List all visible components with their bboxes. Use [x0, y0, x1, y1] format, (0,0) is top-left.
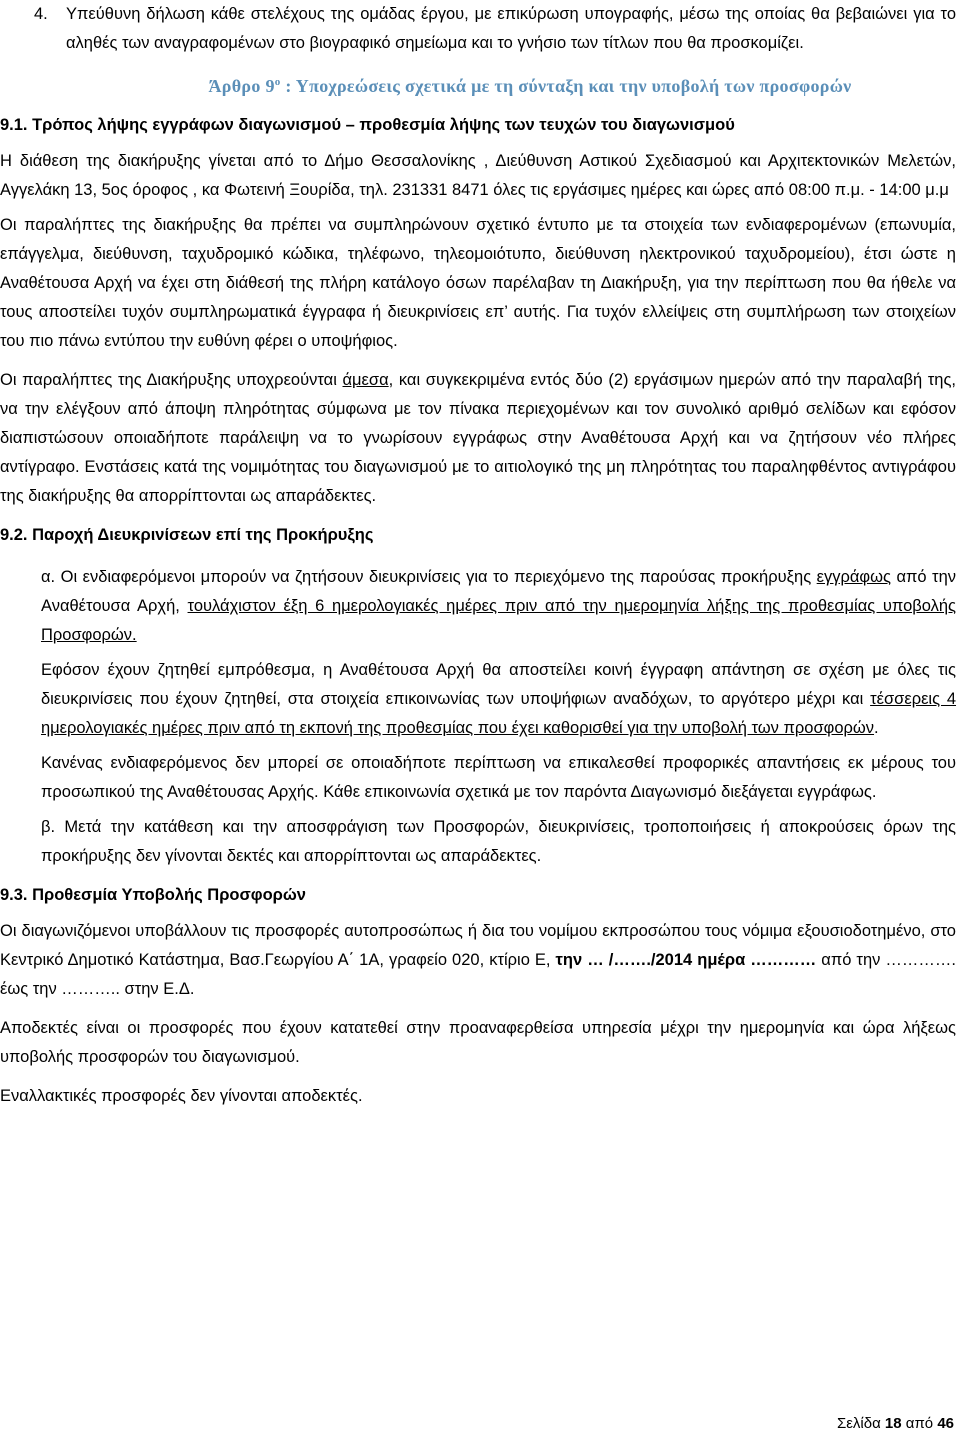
footer-page: 18: [884, 1415, 902, 1432]
section-9-2-paragraph-d: β. Μετά την κατάθεση και την αποσφράγιση των Προσφορών, διευκρινίσεις, τροποποιήσεις ή αποκρούσεις όρων της προκήρυξης δεν γίνονται δεκτές και απορρίπτονται ως απαράδεκτες.: [41, 818, 956, 865]
paragraph-9-3-part-a: Οι διαγωνιζόμενοι υποβάλλουν τις προσφορές αυτοπροσώπως ή δια του νομίμου εκπροσώπου τους νόμιμα εξουσιοδοτημένο, στο Κεντρικό Δημοτικό Κατάστημα, Βασ.Γεωργίου Α΄ 1Α, γραφείο 020, κτίριο Ε,: [0, 922, 956, 969]
paragraph-a-part-2: από την Αναθέτουσα Αρχή,: [41, 568, 956, 615]
article-heading-text: : Υποχρεώσεις σχετικά με τη σύνταξη και την υποβολή των προσφορών: [280, 76, 852, 96]
paragraph-a-underlined-1: εγγράφως: [816, 568, 891, 586]
section-9-2-paragraph-a: [41, 563, 956, 650]
paragraph-b-part-1: Εφόσον έχουν ζητηθεί εμπρόθεσμα, η Αναθέτουσα Αρχή θα αποστείλει κοινή έγγραφη απάντηση σε σχέση με όλες τις διευκρινίσεις που έχουν ζητηθεί, στα στοιχεία επικοινωνίας των υποψήφιων αναδόχων, το αργότερο μέχρι και: [41, 661, 956, 708]
page-number-footer: [837, 1415, 954, 1432]
paragraph-b-part-2: .: [874, 719, 879, 737]
footer-label: Σελίδα: [836, 1415, 885, 1432]
paragraph-a-underlined-2: τουλάχιστον έξη 6 ημερολογιακές ημέρες πριν από την ημερομηνία λήξης της προθεσμίας υποβολής Προσφορών.: [41, 597, 956, 644]
section-9-1-title: 9.1. Τρόπος λήψης εγγράφων διαγωνισμού – προθεσμία λήψης των τευχών του διαγωνισμού: [0, 116, 735, 134]
section-9-3-title: 9.3. Προθεσμία Υποβολής Προσφορών: [0, 886, 306, 904]
list-item-4: [0, 0, 960, 58]
article-heading-prefix: Άρθρο 9: [208, 76, 275, 96]
submission-date-placeholder: την … /……./2014 ημέρα …………: [555, 951, 817, 969]
section-9-2-paragraph-c: Κανένας ενδιαφερόμενος δεν μπορεί σε οποιαδήποτε περίπτωση να επικαλεσθεί προφορικές απαντήσεις εκ μέρους του προσωπικού της Αναθέτουσας Αρχής. Κάθε επικοινωνία σχετικά με τον παρόντα Διαγωνισμό διεξάγεται εγγράφως.: [41, 754, 956, 801]
section-9-1-paragraph-3: [0, 366, 956, 511]
footer-of: από: [901, 1415, 938, 1432]
section-9-1-paragraph-2: Οι παραλήπτες της διακήρυξης θα πρέπει να συμπληρώνουν σχετικό έντυπο με τα στοιχεία των ενδιαφερομένων (επωνυμία, επάγγελμα, διεύθυνση, ταχυδρομικό κώδικα, τηλέφωνο, τηλεομοιότυπο, διεύθυνση ηλεκτρονικού ταχυδρομείου), έτσι ώστε η Αναθέτουσα Αρχή να έχει στη διάθεσή της πλήρη κατάλογο όσων παρέλαβαν τη Διακήρυξη, για την περίπτωση που θα ήθελε να τους αποστείλει τυχόν συμπληρωματικά έγγραφα ή διευκρινίσεις επ’ αυτής. Για τυχόν ελλείψεις στη συμπλήρωση των στοιχείων του πιο πάνω εντύπου την ευθύνη φέρει ο υποψήφιος.: [0, 216, 956, 350]
paragraph-3-part-a: Οι παραλήπτες της Διακήρυξης υποχρεούνται: [0, 371, 343, 389]
paragraph-9-3-part-c: από την …………. έως την ……….. στην Ε.Δ.: [0, 951, 956, 998]
article-heading: [0, 68, 960, 101]
section-9-3-paragraph-2: Αποδεκτές είναι οι προσφορές που έχουν κατατεθεί στην προαναφερθείσα υπηρεσία μέχρι την ημερομηνία και ώρα λήξεως υποβολής προσφορών του διαγωνισμού.: [0, 1019, 956, 1066]
article-heading-sup: ο: [274, 76, 281, 88]
section-9-1-paragraph-1: Η διάθεση της διακήρυξης γίνεται από το Δήμο Θεσσαλονίκης , Διεύθυνση Αστικού Σχεδιασμού και Αρχιτεκτονικών Μελετών, Αγγελάκη 13, 5ος όροφος , κα Φωτεινή Ξουρίδα, τηλ. 231331 8471 όλες τις εργάσιμες ημέρες και ώρες από 08:00 π.μ. - 14:00 μ.μ: [0, 152, 956, 199]
section-9-3-paragraph-3: Εναλλακτικές προσφορές δεν γίνονται αποδεκτές.: [0, 1087, 363, 1105]
paragraph-a-part-1: α. Οι ενδιαφερόμενοι μπορούν να ζητήσουν διευκρινίσεις για το περιεχόμενο της παρούσας προκήρυξης: [41, 568, 817, 586]
footer-total: 46: [937, 1415, 954, 1432]
list-item-number: 4.: [34, 5, 48, 23]
section-9-3-paragraph-1: [0, 917, 956, 1004]
section-9-2-paragraph-b: [41, 656, 956, 743]
paragraph-3-underlined: άμεσα: [342, 371, 389, 389]
list-item-text: Υπεύθυνη δήλωση κάθε στελέχους της ομάδας έργου, με επικύρωση υπογραφής, μέσω της οποίας θα βεβαιώνει για το αληθές των αναγραφομένων στο βιογραφικό σημείωμα και το γνήσιο των τίτλων που θα προσκομίζει.: [66, 5, 956, 52]
paragraph-3-part-b: , και συγκεκριμένα εντός δύο (2) εργάσιμων ημερών από την παραλαβή της, να την ελέγξουν από άποψη πληρότητας σύμφωνα με τον πίνακα περιεχομένων και τον συνολικό αριθμό σελίδων και εφόσον διαπιστώσουν οποιαδήποτε παράλειψη να το γνωρίσουν εγγράφως στην Αναθέτουσα Αρχή και να ζητήσουν νέο πλήρες αντίγραφο. Ενστάσεις κατά της νομιμότητας του διαγωνισμού με το αιτιολογικό της μη πληρότητας του παραληφθέντος αντιγράφου της διακήρυξης θα απορρίπτονται ως απαράδεκτες.: [0, 371, 956, 505]
section-9-2-title: 9.2. Παροχή Διευκρινίσεων επί της Προκήρυξης: [0, 526, 374, 544]
paragraph-b-underlined: τέσσερεις 4 ημερολογιακές ημέρες πριν από τη εκπονή της προθεσμίας που έχει καθορισθεί για την υποβολή των προσφορών: [41, 690, 957, 737]
